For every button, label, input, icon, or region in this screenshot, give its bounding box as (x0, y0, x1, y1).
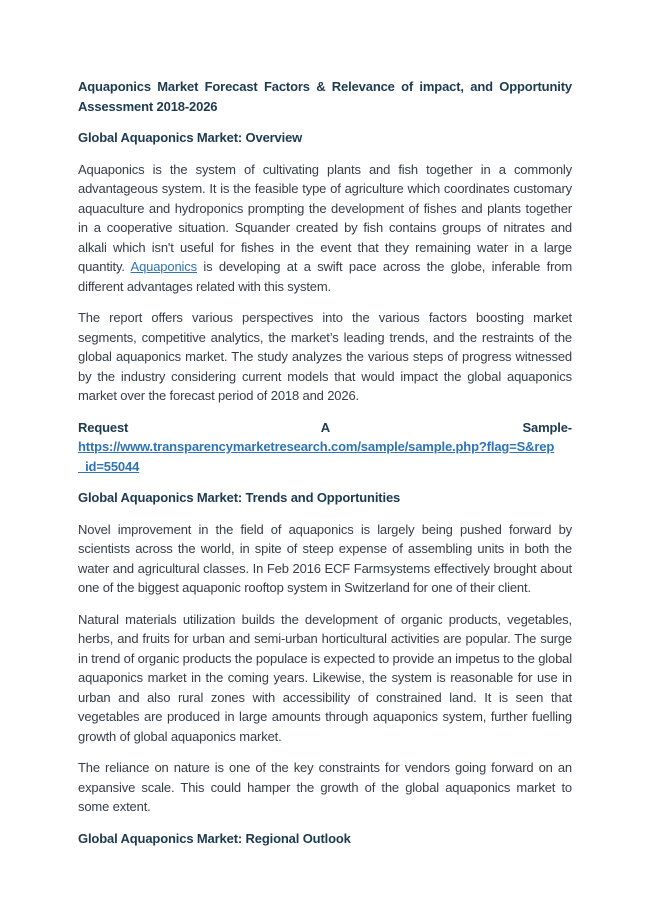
request-word: Sample- (522, 419, 572, 435)
sample-url-link[interactable] (78, 437, 572, 476)
sample-url-line1: https://www.transparencymarketresearch.com/sample/sample.php?flag=S&rep (78, 439, 555, 454)
paragraph-overview (78, 160, 572, 297)
aquaponics-link[interactable]: Aquaponics (130, 259, 197, 274)
request-sample-line (78, 418, 572, 438)
heading-overview: Global Aquaponics Market: Overview (78, 130, 303, 145)
paragraph-trends-1: Novel improvement in the field of aquaponics is largely being pushed forward by scientists across the world, in spite of steep expense of assembling units in both the water and agricultural classes. In Feb 2016 ECF Farmsystems effectively brought about one of the biggest aquaponic rooftop system in Switzerland for one of their client. (78, 521, 572, 595)
heading-regional: Global Aquaponics Market: Regional Outlook (78, 830, 351, 846)
request-sample-block (78, 418, 572, 477)
paragraph-text-before-link: Aquaponics is the system of cultivating plants and fish together in a commonly advantageous system. It is the feasible type of agriculture which coordinates customary aquaculture and hydroponics prompting the development of fishes and plants together in a cooperative situation. Squander created by fish contains groups of nitrates and alkali which isn't useful for fishes in the event that they remaining water in a large quantity. (78, 161, 572, 274)
page-title-line1: Aquaponics Market Forecast Factors & Relevance of impact, and Opportunity (78, 79, 572, 94)
paragraph-constraint: The reliance on nature is one of the key constraints for vendors going forward on an expansive scale. This could hamper the growth of the global aquaponics market to some extent. (78, 760, 572, 814)
request-word: Request (78, 419, 129, 435)
request-word: A (320, 419, 330, 435)
heading-trends: Global Aquaponics Market: Trends and Opportunities (78, 490, 401, 505)
sample-url-line2: _id=55044 (78, 458, 140, 474)
paragraph-report: The report offers various perspectives into the various factors boosting market segments, competitive analytics, the market’s leading trends, and the restraints of the global aquaponics market. The study analyzes the various steps of progress witnessed by the industry considering current models that would impact the global aquaponics market over the forecast period of 2018 and 2026. (78, 310, 572, 403)
page-title-line2: Assessment 2018-2026 (78, 98, 218, 114)
paragraph-text-after-link: is developing at a swift pace across the globe, inferable from different advantages related with this system. (78, 259, 573, 294)
paragraph-trends-2: Natural materials utilization builds the development of organic products, vegetables, herbs, and fruits for urban and semi-urban horticultural activities are popular. The surge in trend of organic products the populace is expected to provide an impetus to the global aquaponics market in the coming years. Likewise, the system is reasonable for use in urban and also rural zones with accessibility of constrained land. It is seen that vegetables are produced in large amounts through aquaponics system, further fuelling growth of global aquaponics market. (78, 611, 572, 744)
page-title (78, 77, 572, 116)
